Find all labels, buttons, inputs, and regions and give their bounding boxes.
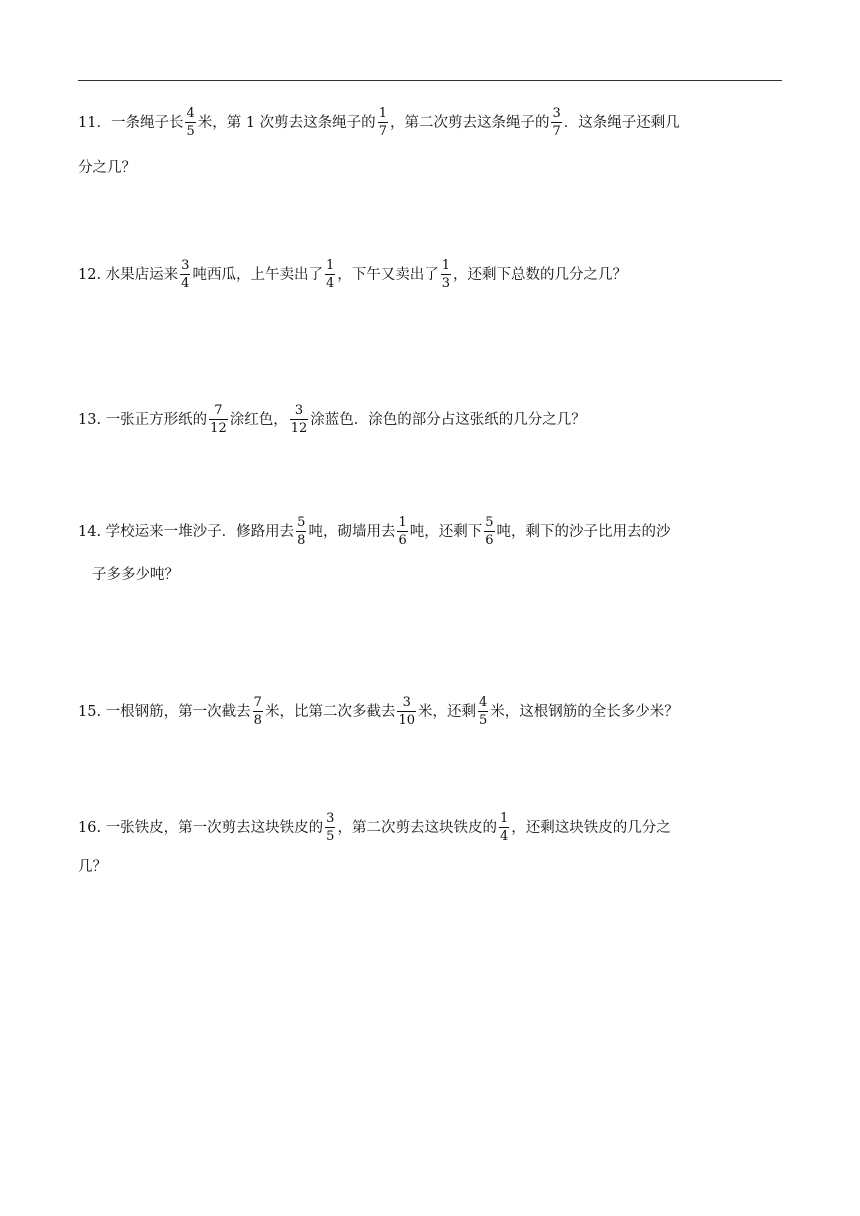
- fraction-bar: [397, 711, 416, 712]
- fraction: [325, 258, 335, 291]
- problem-text: 16. 一张铁皮，第一次剪去这块铁皮的: [78, 819, 324, 836]
- problem-15-line-1: [78, 695, 679, 728]
- fraction-bar: [478, 711, 488, 712]
- problem-text: 米，第 1 次剪去这条绳子的: [197, 114, 376, 131]
- fraction-bar: [253, 711, 263, 712]
- problem-text: ，第二次剪去这块铁皮的: [337, 819, 497, 836]
- fraction-denominator: 5: [186, 124, 195, 139]
- problem-16-line-1: [78, 811, 671, 844]
- problem-text: 吨，剩下的沙子比用去的沙: [496, 523, 671, 540]
- problem-text: 吨，砌墙用去: [308, 523, 396, 540]
- fraction-bar: [180, 274, 190, 275]
- fraction-denominator: 6: [485, 533, 494, 548]
- fraction-numerator: 4: [479, 695, 488, 710]
- fraction-bar: [185, 122, 195, 123]
- fraction-numerator: 1: [325, 258, 335, 273]
- fraction-bar: [209, 419, 228, 420]
- fraction: [296, 515, 306, 548]
- fraction: [378, 106, 388, 139]
- problem-text: 15. 一根钢筋，第一次截去: [78, 703, 251, 720]
- header-rule: [78, 80, 782, 81]
- problem-text: 12. 水果店运来: [78, 266, 179, 283]
- problem-text: ．这条绳子还剩几: [563, 114, 680, 131]
- problem-11-line-1: [78, 106, 680, 139]
- fraction-numerator: 3: [552, 106, 561, 121]
- fraction-numerator: 4: [186, 106, 195, 121]
- problem-13-line-1: [78, 403, 586, 436]
- fraction-numerator: 7: [214, 403, 223, 418]
- fraction-bar: [290, 419, 309, 420]
- fraction-bar: [397, 531, 407, 532]
- fraction-denominator: 4: [499, 829, 509, 844]
- fraction: [180, 258, 190, 291]
- problem-text: 涂红色，: [229, 411, 288, 428]
- problem-text: 米，比第二次多截去: [264, 703, 396, 720]
- fraction-numerator: 1: [499, 811, 509, 826]
- fraction: [209, 403, 228, 436]
- fraction-bar: [484, 531, 494, 532]
- fraction: [185, 106, 195, 139]
- fraction-bar: [441, 274, 451, 275]
- problem-11-line-2: [78, 158, 136, 178]
- problem-14-line-1: [78, 515, 671, 548]
- problem-text: 11．一条绳子长: [78, 114, 184, 131]
- fraction-denominator: 7: [552, 124, 561, 139]
- fraction-denominator: 3: [441, 276, 451, 291]
- fraction-denominator: 5: [479, 713, 488, 728]
- problem-16-line-2: [78, 857, 107, 877]
- fraction-numerator: 1: [378, 106, 387, 121]
- fraction-bar: [325, 827, 335, 828]
- fraction-numerator: 3: [402, 695, 411, 710]
- fraction-bar: [296, 531, 306, 532]
- fraction-denominator: 10: [398, 713, 415, 728]
- problem-text: ，下午又卖出了: [337, 266, 439, 283]
- problem-text: 子多多少吨？: [92, 567, 179, 583]
- fraction: [397, 695, 416, 728]
- fraction: [499, 811, 509, 844]
- fraction-bar: [499, 827, 509, 828]
- fraction-denominator: 5: [326, 829, 335, 844]
- problem-text: ，第二次剪去这条绳子的: [389, 114, 550, 131]
- fraction-numerator: 5: [297, 515, 306, 530]
- fraction: [551, 106, 561, 139]
- fraction-numerator: 7: [253, 695, 262, 710]
- fraction-numerator: 1: [398, 515, 407, 530]
- fraction-numerator: 1: [441, 258, 451, 273]
- fraction: [253, 695, 263, 728]
- fraction-numerator: 3: [181, 258, 190, 273]
- fraction: [441, 258, 451, 291]
- fraction-numerator: 5: [485, 515, 494, 530]
- problem-text: 米，这根钢筋的全长多少米？: [490, 703, 679, 720]
- fraction-denominator: 8: [253, 713, 262, 728]
- fraction-denominator: 4: [325, 276, 335, 291]
- fraction-bar: [325, 274, 335, 275]
- problem-text: 米，还剩: [418, 703, 476, 720]
- fraction-bar: [378, 122, 388, 123]
- fraction-numerator: 3: [294, 403, 304, 418]
- problem-12-line-1: [78, 258, 627, 291]
- fraction-denominator: 12: [290, 421, 308, 436]
- problem-text: 吨西瓜，上午卖出了: [192, 266, 323, 283]
- fraction: [290, 403, 309, 436]
- problem-14-line-2: [92, 565, 179, 585]
- problem-text: 14. 学校运来一堆沙子．修路用去: [78, 523, 295, 540]
- problem-text: 13. 一张正方形纸的: [78, 411, 208, 428]
- fraction: [325, 811, 335, 844]
- fraction-denominator: 6: [398, 533, 407, 548]
- fraction-denominator: 7: [378, 124, 387, 139]
- problem-text: 分之几？: [78, 160, 136, 176]
- fraction-numerator: 3: [326, 811, 335, 826]
- problem-text: 几？: [78, 859, 107, 875]
- problem-text: 吨，还剩下: [409, 523, 483, 540]
- fraction-denominator: 4: [181, 276, 190, 291]
- problem-text: ，还剩这块铁皮的几分之: [511, 819, 671, 836]
- fraction: [478, 695, 488, 728]
- problem-text: ，还剩下总数的几分之几？: [453, 266, 628, 283]
- fraction: [484, 515, 494, 548]
- fraction-denominator: 12: [210, 421, 227, 436]
- fraction-bar: [551, 122, 561, 123]
- problem-text: 涂蓝色．涂色的部分占这张纸的几分之几？: [310, 411, 586, 428]
- fraction-denominator: 8: [297, 533, 306, 548]
- fraction: [397, 515, 407, 548]
